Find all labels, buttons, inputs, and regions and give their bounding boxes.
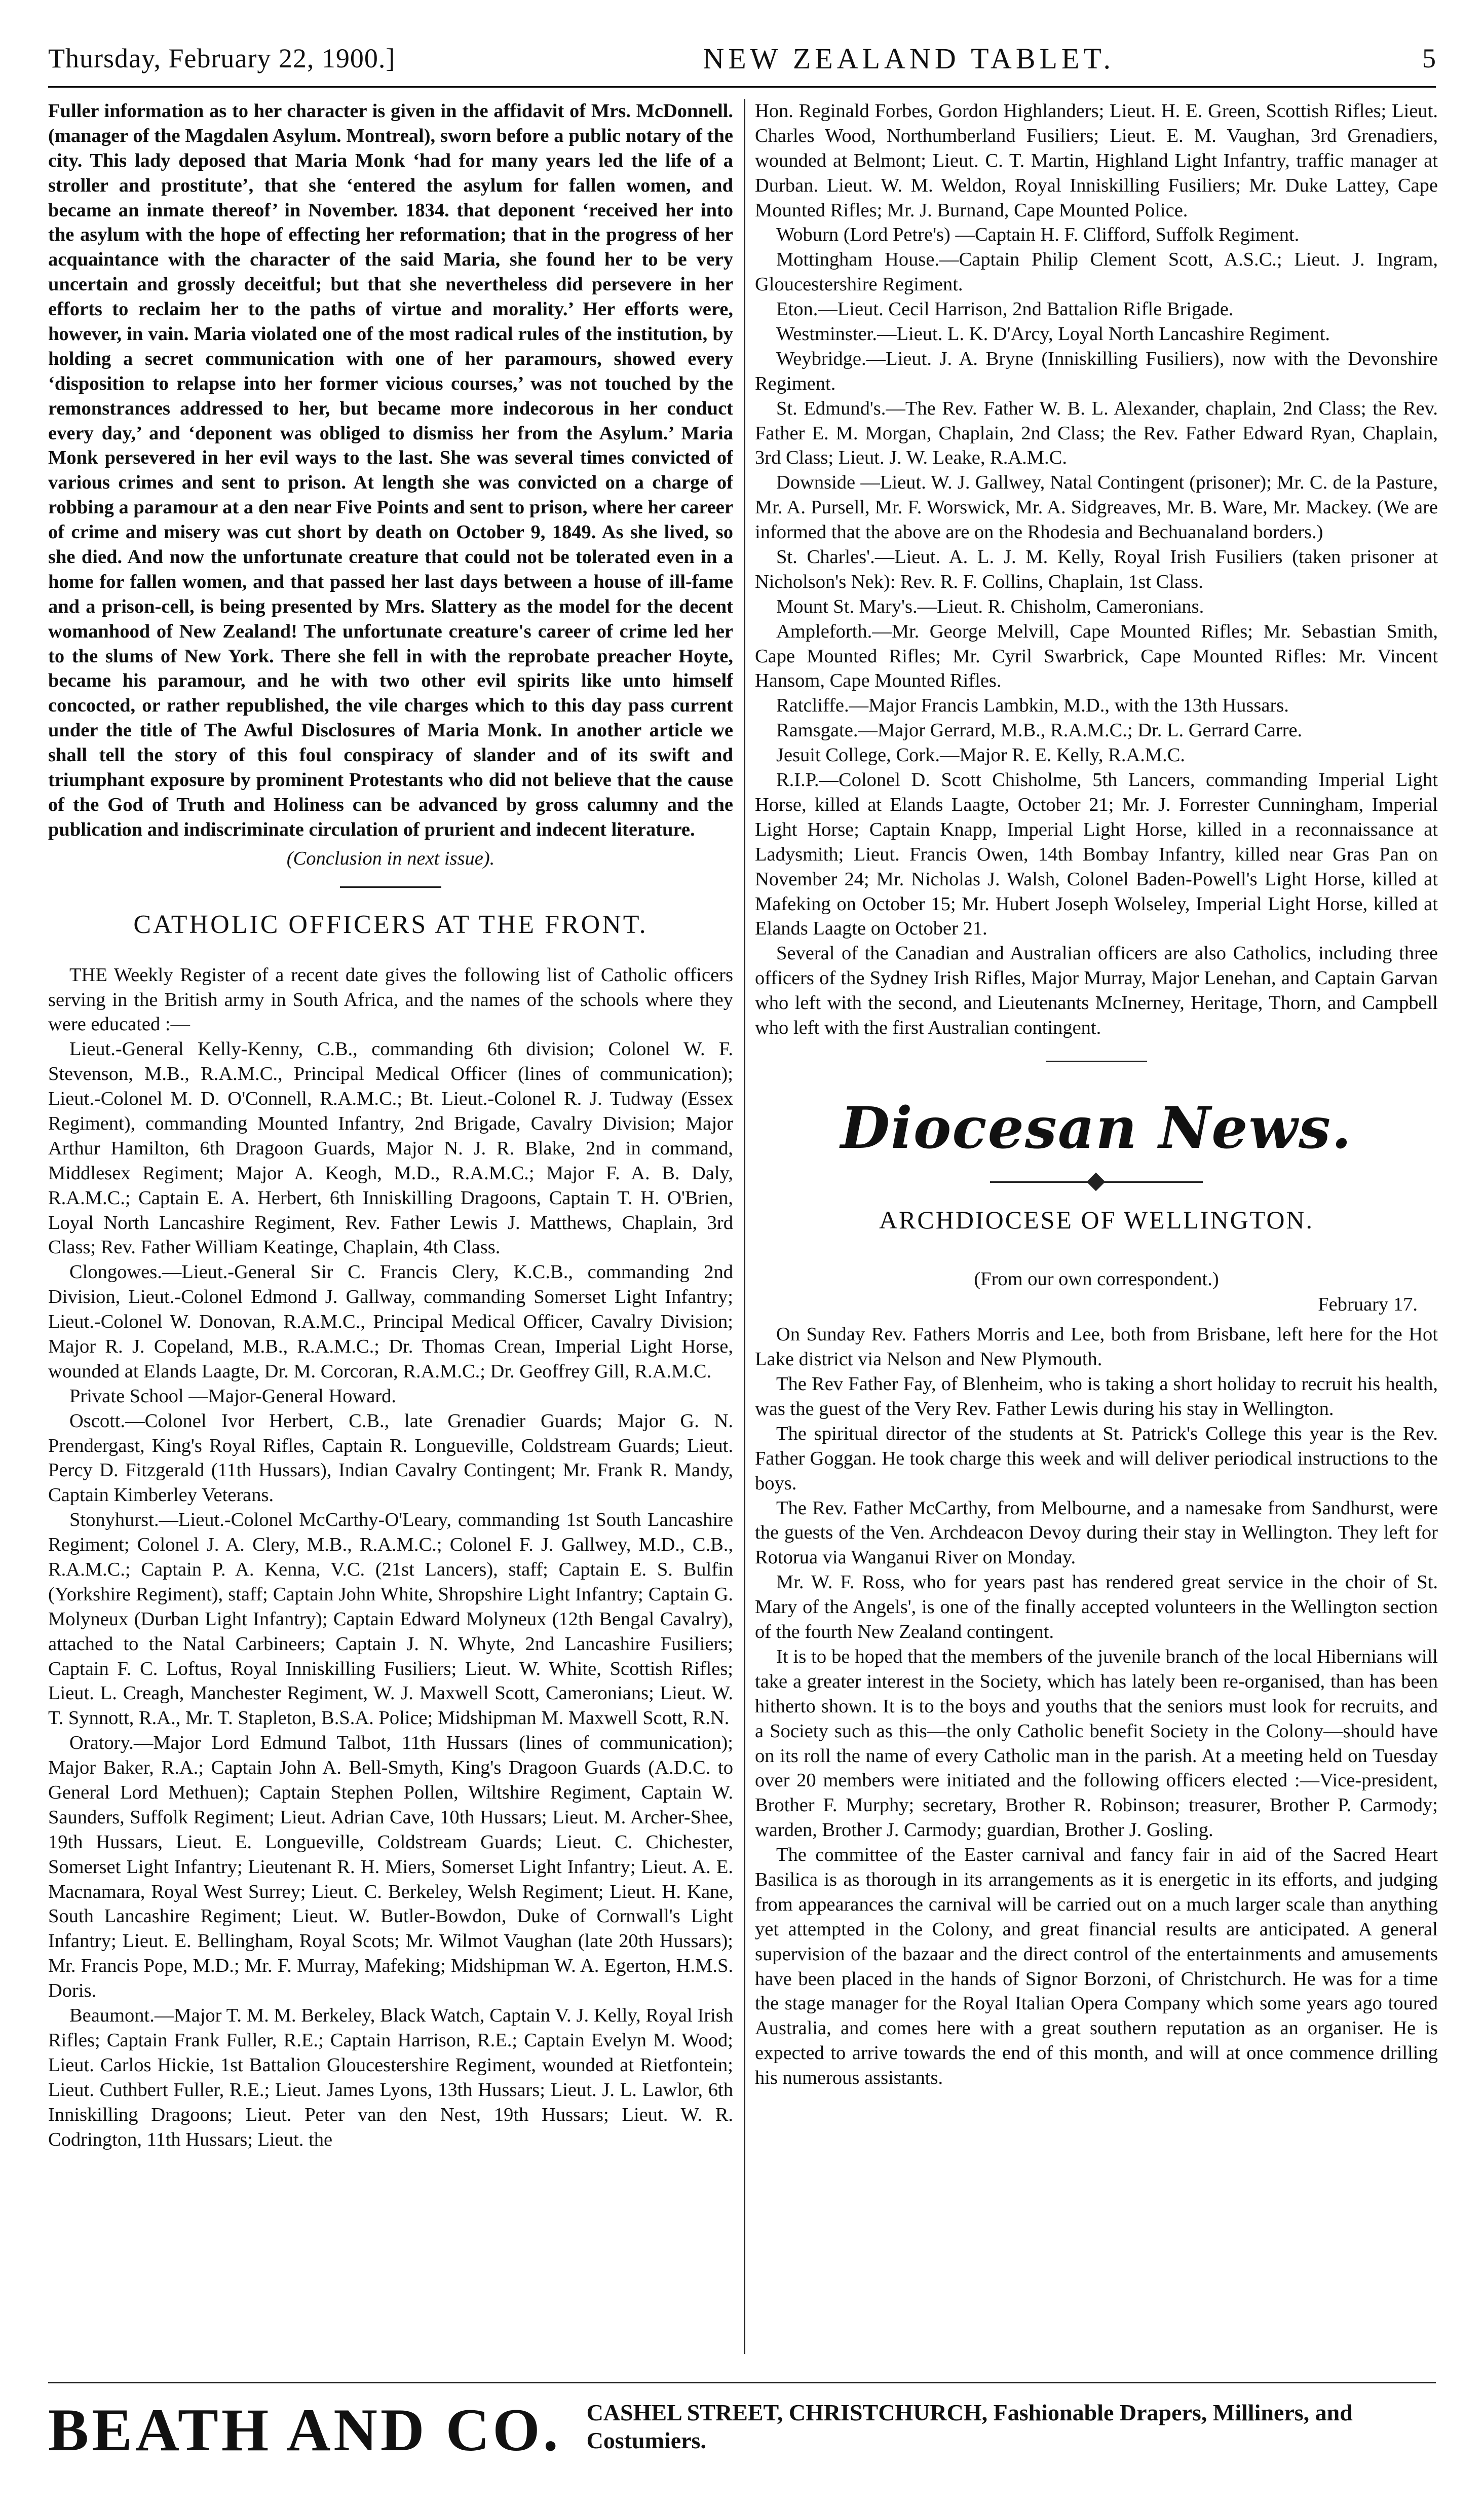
news-paragraph: The spiritual director of the students at St. Patrick's College this year is the Rev. Father Goggan. He took charge this week and will deliver periodical instructions to the boys.: [755, 1423, 1438, 1494]
archdiocese-heading: ARCHDIOCESE OF WELLINGTON.: [879, 1206, 1314, 1235]
ornamental-rule: [990, 1172, 1203, 1192]
section-title-diocesan-news: Diocesan News.: [841, 1095, 1352, 1162]
officers-paragraph: Mottingham House.—Captain Philip Clement Scott, A.S.C.; Lieut. J. Ingram, Gloucestershire Regiment.: [755, 249, 1438, 295]
officers-paragraph: Stonyhurst.—Lieut.-Colonel McCarthy-O'Leary, commanding 1st South Lancashire Regiment; Colonel J. A. Clery, M.B., R.A.M.C.; Colonel F. J. Gallwey, M.D., C.B., R.A.M.C.; Captain P. A. Kenna, V.C. (21st Lancers), staff; Captain E. S. Bulfin (Yorkshire Regiment), staff; Captain John White, Shropshire Light Infantry; Captain G. Molyneux (Durban Light Infantry); Captain Edward Molyneux (12th Bengal Cavalry), attached to the Natal Carbineers; Captain J. N. Whyte, 2nd Lancashire Fusiliers; Captain F. C. Loftus, Royal Inniskilling Fusiliers; Lieut. W. White, Scottish Rifles; Lieut. L. Creagh, Manchester Regiment, W. J. Maxwell Scott, Cameronians; Lieut. W. T. Synnott, R.A., Mr. T. Stapleton, B.S.A. Police; Midshipman M. Maxwell Scott, R.N.: [48, 1509, 733, 1729]
section-title-catholic-officers: CATHOLIC OFFICERS AT THE FRONT.: [133, 910, 648, 939]
officers-paragraph: Woburn (Lord Petre's) —Captain H. F. Clifford, Suffolk Regiment.: [776, 224, 1300, 246]
article-continuation: Fuller information as to her character is given in the affidavit of Mrs. McDonnell. (manager of the Magdalen Asylum. Montreal), sworn before a public notary of the city. This lady deposed that Maria Monk ‘had for many years led the life of a stroller and prostitute’, that she ‘entered the asylum for fallen women, and became an inmate thereof’ in November. 1834. that deponent ‘received her into the asylum with the hope of effecting her reformation; that in the progress of her acquaintance with the character of the said Maria, she found her to be very uncertain and grossly deceitful; but that she nevertheless did persevere in her efforts to reclaim her to the paths of virtue and morality.’ Her efforts were, however, in vain. Maria violated one of the most radical rules of the institution, by holding a secret communication with one of her paramours, showed every ‘disposition to relapse into her former vicious courses,’ was not touched by the remonstrances addressed to her, but became more indecorous in her conduct every day,’ and ‘deponent was obliged to dismiss her from the Asylum.’ Maria Monk persevered in her evil ways to the last. She was several times convicted of various crimes and sent to prison. At length she was convicted on a charge of robbing a paramour at a den near Five Points and sent to prison, where her career of crime and misery was cut short by death on October 9, 1849. As she lived, so she died. And now the unfortunate creature that could not be tolerated even in a home for fallen women, and that passed her last days between a house of ill-fame and a prison-cell, is being presented by Mrs. Slattery as the model for the decent womanhood of New Zealand! The unfortunate creature's career of crime led her to the slums of New York. There she fell in with the reprobate preacher Hoyte, became his paramour, and he with two other evil spirits like unto himself concocted, or rather republished, the vile charges which to this day pass current under the title of The Awful Disclosures of Maria Monk. In another article we shall tell the story of this foul conspiracy of slander and of its swift and triumphant exposure by prominent Protestants who did not believe that the cause of the God of Truth and Holiness can be advanced by gross calumny and the publication and indiscriminate circulation of prurient and indecent literature.: [48, 100, 733, 840]
officers-paragraph: THE Weekly Register of a recent date gives the following list of Catholic officers serving in the British army in South Africa, and the names of the schools where they were educated :—: [48, 964, 733, 1035]
officers-paragraph: St. Charles'.—Lieut. A. L. J. M. Kelly, Royal Irish Fusiliers (taken prisoner at Nicholson's Nek): Rev. R. F. Collins, Chaplain, 1st Class.: [755, 546, 1438, 592]
right-column: [755, 99, 1438, 2374]
correspondent-line: (From our own correspondent.): [974, 1268, 1219, 1290]
officers-paragraph: Westminster.—Lieut. L. K. D'Arcy, Loyal North Lancashire Regiment.: [776, 323, 1330, 345]
officers-paragraph: Beaumont.—Major T. M. M. Berkeley, Black Watch, Captain V. J. Kelly, Royal Irish Rifles; Captain Frank Fuller, R.E.; Captain Harrison, R.E.; Captain Evelyn M. Wood; Lieut. Carlos Hickie, 1st Battalion Gloucestershire Regiment, wounded at Rietfontein; Lieut. Cuthbert Fuller, R.E.; Lieut. James Lyons, 13th Hussars; Lieut. J. L. Lawlor, 6th Inniskilling Dragoons; Lieut. Peter van den Nest, 19th Hussars; Lieut. W. R. Codrington, 11th Hussars; Lieut. the: [48, 2005, 733, 2150]
officers-paragraph: Oratory.—Major Lord Edmund Talbot, 11th Hussars (lines of communication); Major Baker, R.A.; Captain John A. Bell-Smyth, King's Dragoon Guards (A.D.C. to General Lord Methuen); Captain Stephen Pollen, Wiltshire Regiment, Captain W. Saunders, Suffolk Regiment; Lieut. Adrian Cave, 10th Hussars; Lieut. M. Archer-Shee, 19th Hussars, Lieut. E. Longueville, Coldstream Guards; Lieut. C. Chichester, Somerset Light Infantry; Lieutenant R. H. Miers, Somerset Light Infantry; Lieut. A. E. Macnamara, Royal West Surrey; Lieut. C. Berkeley, Welsh Regiment; Lieut. H. Kane, South Lancashire Regiment; Lieut. W. Butler-Bowdon, Duke of Cornwall's Light Infantry; Lieut. E. Bellingham, Royal Scots; Mr. Wilmot Vaughan (late 20th Hussars); Mr. Francis Pope, M.D.; Mr. F. Murray, Mafeking; Midshipman W. A. Egerton, H.M.S. Doris.: [48, 1732, 733, 2002]
news-paragraph: The Rev Father Fay, of Blenheim, who is taking a short holiday to recruit his health, was the guest of the Very Rev. Father Lewis during his stay in Wellington.: [755, 1373, 1438, 1420]
officers-paragraph: Downside —Lieut. W. J. Gallwey, Natal Contingent (prisoner); Mr. C. de la Pasture, Mr. A. Pursell, Mr. F. Worswick, Mr. A. Sidgreaves, Mr. B. Ware, Mr. Mackey. (We are informed that the above are on the Rhodesia and Bechuanaland borders.): [755, 472, 1438, 543]
officers-paragraph: Jesuit College, Cork.—Major R. E. Kelly, R.A.M.C.: [776, 744, 1186, 766]
officers-paragraph: R.I.P.—Colonel D. Scott Chisholme, 5th Lancers, commanding Imperial Light Horse, killed at Elands Laagte, October 21; Mr. J. Forrester Cunningham, Imperial Light Horse; Captain Knapp, Imperial Light Horse, killed in a reconnaissance at Ladysmith; Lieut. Francis Owen, 14th Bombay Infantry, killed near Gras Pan on November 24; Mr. Nicholas J. Walsh, Colonel Baden-Powell's Light Horse, killed at Mafeking on October 15; Mr. Hubert Joseph Wolseley, Imperial Light Horse, killed at Elands Laagte on October 21.: [755, 769, 1438, 940]
officers-paragraph: Weybridge.—Lieut. J. A. Bryne (Inniskilling Fusiliers), now with the Devonshire Regiment.: [755, 348, 1438, 394]
header-title: NEW ZEALAND TABLET.: [703, 42, 1115, 75]
advertiser-line-2: Costumiers.: [586, 2427, 706, 2454]
officers-paragraph: Clongowes.—Lieut.-General Sir C. Francis Clery, K.C.B., commanding 2nd Division, Lieut.-Colonel Edmond J. Gallway, commanding Somerset Light Infantry; Lieut.-Colonel W. Donovan, R.A.M.C., Principal Medical Officer, Cavalry Division; Major R. J. Copeland, M.B., R.A.M.C.; Dr. Thomas Crean, Imperial Light Horse, wounded at Elands Laagte, Dr. M. Corcoran, R.A.M.C.; Dr. Geoffrey Gill, R.A.M.C.: [48, 1261, 733, 1382]
officers-paragraph: Ampleforth.—Mr. George Melvill, Cape Mounted Rifles; Mr. Sebastian Smith, Cape Mounted Rifles; Mr. Cyril Swarbrick, Cape Mounted Rifles: Mr. Vincent Hansom, Cape Mounted Rifles.: [755, 620, 1438, 692]
advertiser-details: [587, 2399, 1353, 2454]
footer-advertisement: [48, 2395, 1436, 2486]
column-divider: [744, 99, 745, 2354]
header-date: Thursday, February 22, 1900.]: [48, 43, 396, 73]
diamond-ornament-icon: [1087, 1173, 1106, 1191]
advertiser-name: BEATH AND CO.: [48, 2396, 561, 2463]
officers-paragraph: Ratcliffe.—Major Francis Lambkin, M.D., with the 13th Hussars.: [776, 695, 1289, 717]
officers-paragraph: Several of the Canadian and Australian officers are also Catholics, including three officers of the Sydney Irish Rifles, Major Murray, Major Lenehan, and Captain Garvan who left with the second, and Lieutenants McInerney, Heritage, Thorn, and Campbell who left with the first Australian contingent.: [755, 943, 1438, 1038]
news-paragraph: Mr. W. F. Ross, who for years past has rendered great service in the choir of St. Mary of the Angels', is one of the finally accepted volunteers in the Wellington section of the fourth New Zealand contingent.: [755, 1572, 1438, 1643]
news-paragraph: On Sunday Rev. Fathers Morris and Lee, both from Brisbane, left here for the Hot Lake district via Nelson and New Plymouth.: [755, 1324, 1438, 1370]
officers-paragraph: Mount St. Mary's.—Lieut. R. Chisholm, Cameronians.: [776, 595, 1204, 617]
officers-paragraph: Oscott.—Colonel Ivor Herbert, C.B., late Grenadier Guards; Major G. N. Prendergast, King's Royal Rifles, Captain R. Longueville, Coldstream Guards; Lieut. Percy D. Fitzgerald (11th Hussars), Indian Cavalry Contingent; Mr. Frank R. Mandy, Captain Kimberley Veterans.: [48, 1410, 733, 1506]
news-paragraph: It is to be hoped that the members of the juvenile branch of the local Hibernians will take a greater interest in the Society, which has lately been re-organised, than has been hitherto shown. It is to the boys and youths that the seniors must look for recruits, and a Society such as this—the only Catholic benefit Society in the Colony—should have on its roll the name of every Catholic man in the parish. At a meeting held on Tuesday over 20 members were initiated and the following officers elected :—Vice-president, Brother F. Murphy; secretary, Brother R. Robinson; treasurer, Brother P. Carmody; warden, Brother J. Carmody; guardian, Brother J. Gosling.: [755, 1645, 1438, 1841]
news-paragraph: The Rev. Father McCarthy, from Melbourne, and a namesake from Sandhurst, were the guests of the Ven. Archdeacon Devoy during their stay in Wellington. They left for Rotorua via Wanganui River on Monday.: [755, 1497, 1438, 1568]
section-separator: [1046, 1061, 1147, 1062]
officers-paragraph: Private School —Major-General Howard.: [69, 1385, 396, 1407]
section-separator: [340, 886, 441, 888]
officers-paragraph: Hon. Reginald Forbes, Gordon Highlanders; Lieut. H. E. Green, Scottish Rifles; Lieut. Charles Wood, Northumberland Fusiliers; Lieut. E. M. Vaughan, 3rd Grenadiers, wounded at Belmont; Lieut. C. T. Martin, Highland Light Infantry, traffic manager at Durban. Lieut. W. M. Weldon, Royal Inniskilling Fusiliers; Mr. Duke Lattey, Cape Mounted Rifles; Mr. J. Burnand, Cape Mounted Police.: [755, 100, 1438, 221]
officers-paragraph: Lieut.-General Kelly-Kenny, C.B., commanding 6th division; Colonel W. F. Stevenson, M.B., R.A.M.C., Principal Medical Officer (lines of communication); Lieut.-Colonel M. D. O'Connell, R.A.M.C.; Bt. Lieut.-Colonel R. J. Tudway (Essex Regiment), commanding Mounted Infantry, 2nd Brigade, Cavalry Division; Major Arthur Hamilton, 6th Dragoon Guards, Major N. J. R. Blake, 2nd in command, Middlesex Regiment; Major A. Keogh, M.D., R.A.M.C.; Major F. A. B. Daly, R.A.M.C.; Captain E. A. Herbert, 6th Inniskilling Dragoons, Captain T. H. O'Brien, Loyal North Lancashire Regiment, Rev. Father Lewis J. Matthews, Chaplain, 3rd Class; Rev. Father William Keatinge, Chaplain, 4th Class.: [48, 1038, 733, 1258]
footer-rule: [48, 2382, 1436, 2383]
left-column: [48, 99, 733, 2374]
news-paragraph: The committee of the Easter carnival and fancy fair in aid of the Sacred Heart Basilica is as thorough in its arrangements as it is energetic in its efforts, and judging from appearances the carnival will be carried out on a much larger scale than anything yet attempted in the Colony, and great financial results are anticipated. A general supervision of the bazaar and the direct control of the entertainments and amusements have been placed in the hands of Signor Borzoni, of Christchurch. He was for a time the stage manager for the Royal Italian Opera Company which some years ago toured Australia, and comes here with a great southern reputation as an organiser. He is expected to arrive towards the end of this month, and will at once commence drilling his numerous assistants.: [755, 1844, 1438, 2089]
article-closing-note: (Conclusion in next issue).: [286, 847, 495, 869]
dateline: February 17.: [1318, 1294, 1418, 1316]
officers-paragraph: Eton.—Lieut. Cecil Harrison, 2nd Battalion Rifle Brigade.: [776, 298, 1234, 320]
officers-paragraph: Ramsgate.—Major Gerrard, M.B., R.A.M.C.; Dr. L. Gerrard Carre.: [776, 720, 1303, 741]
header-page-number: 5: [1422, 43, 1436, 73]
advertiser-line-1: CASHEL STREET, CHRISTCHURCH, Fashionable Drapers, Milliners, and: [586, 2400, 1353, 2425]
officers-paragraph: St. Edmund's.—The Rev. Father W. B. L. Alexander, chaplain, 2nd Class; the Rev. Father E. M. Morgan, Chaplain, 2nd Class; the Rev. Father Edward Ryan, Chaplain, 3rd Class; Lieut. J. W. Leake, R.A.M.C.: [755, 397, 1438, 469]
page-header: [48, 30, 1436, 88]
